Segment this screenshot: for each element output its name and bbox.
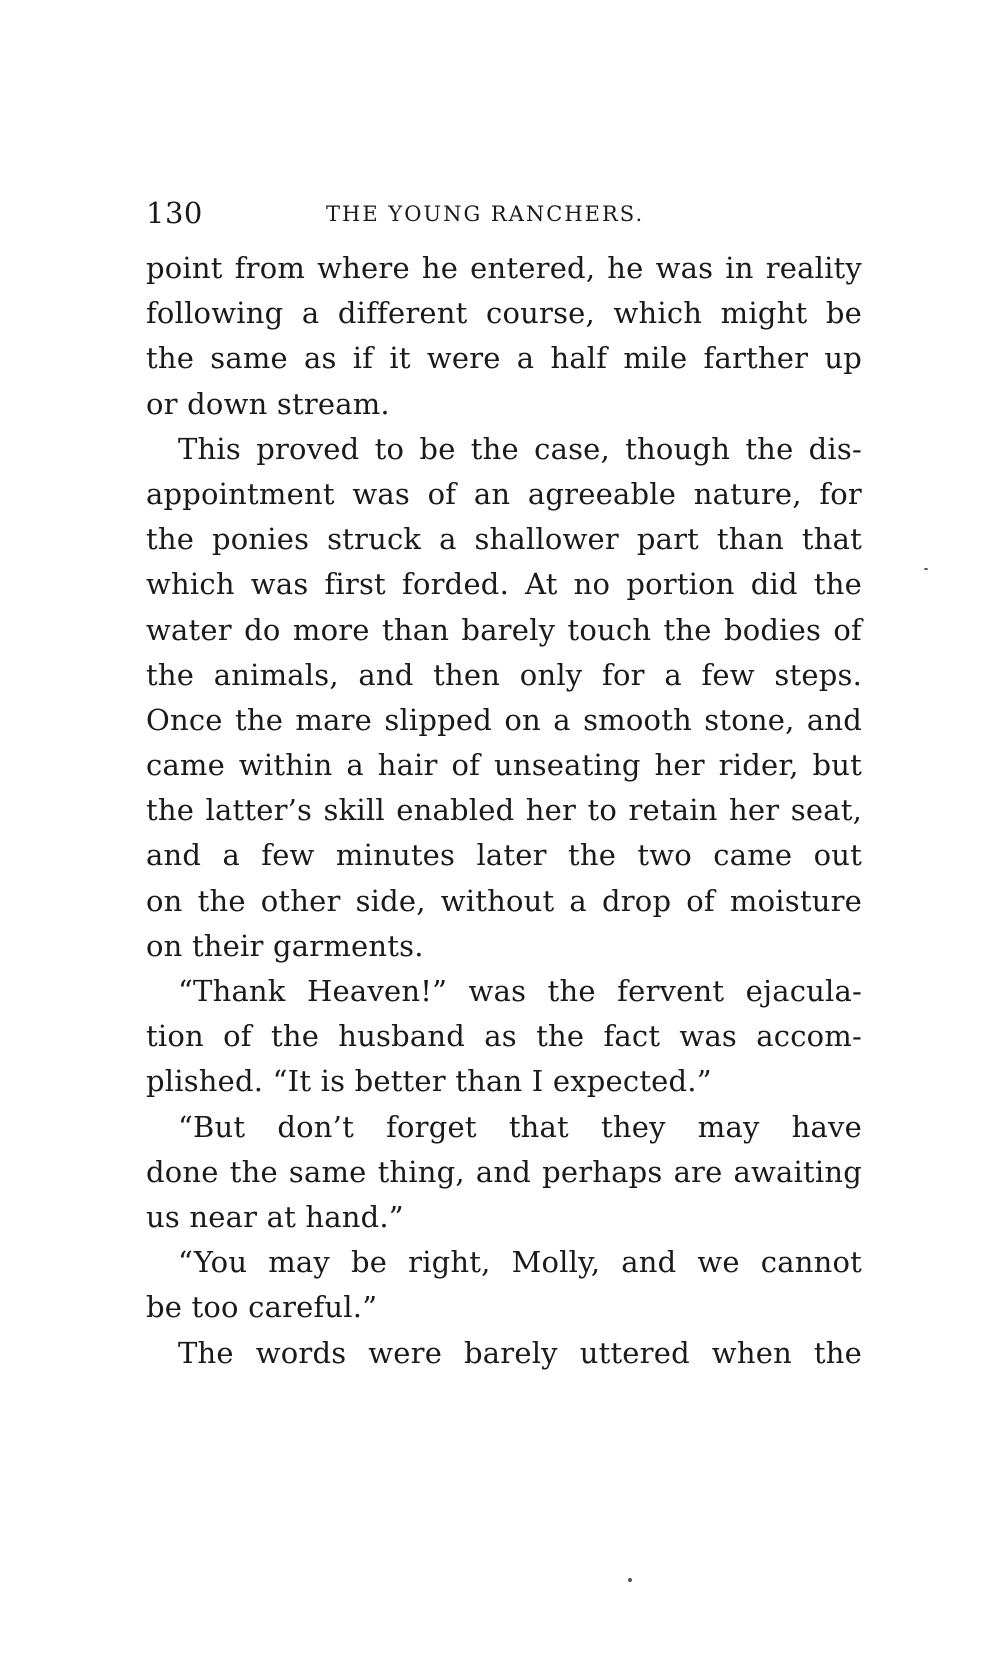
text-line: Once the mare slipped on a smooth stone, and xyxy=(146,702,862,737)
text-line: on the other side, without a drop of moisture xyxy=(146,883,862,918)
text-line: the ponies struck a shallower part than that xyxy=(146,522,862,557)
text-line: plished. “It is better than I expected.” xyxy=(146,1064,712,1099)
text-line: “But don’t forget that they may have xyxy=(178,1109,862,1144)
text-line: “Thank Heaven!” was the fervent ejacula- xyxy=(178,974,862,1008)
text-line: This proved to be the case, though the dis- xyxy=(178,431,862,466)
text-line: appointment was of an agreeable nature, for xyxy=(146,476,862,511)
body-text xyxy=(146,246,862,1376)
scan-speck xyxy=(628,1578,632,1582)
text-line: tion of the husband as the fact was accom- xyxy=(146,1019,862,1054)
text-line: and a few minutes later the two came out xyxy=(146,838,862,873)
text-line: The words were barely uttered when the xyxy=(178,1335,862,1370)
text-line: the animals, and then only for a few steps. xyxy=(146,657,862,692)
text-line: done the same thing, and perhaps are awaiting xyxy=(146,1154,862,1189)
text-line: be too careful.” xyxy=(146,1290,378,1325)
text-line: following a different course, which might be xyxy=(146,296,862,331)
text-line: water do more than barely touch the bodies of xyxy=(146,612,862,647)
text-line: or down stream. xyxy=(146,386,390,421)
text-line: which was first forded. At no portion did the xyxy=(146,567,862,602)
text-line: “You may be right, Molly, and we cannot xyxy=(178,1245,862,1280)
text-line: the same as if it were a half mile farther up xyxy=(146,341,862,376)
text-line: on their garments. xyxy=(146,928,424,963)
scan-speck xyxy=(924,568,928,570)
running-head: THE YOUNG RANCHERS. xyxy=(326,202,645,226)
text-line: us near at hand.” xyxy=(146,1199,404,1234)
text-line: point from where he entered, he was in reality xyxy=(146,251,862,285)
text-line: came within a hair of unseating her rider, but xyxy=(146,748,862,783)
text-line: the latter’s skill enabled her to retain her seat, xyxy=(146,793,862,828)
page-number: 130 xyxy=(146,196,203,230)
page-header xyxy=(146,196,862,236)
